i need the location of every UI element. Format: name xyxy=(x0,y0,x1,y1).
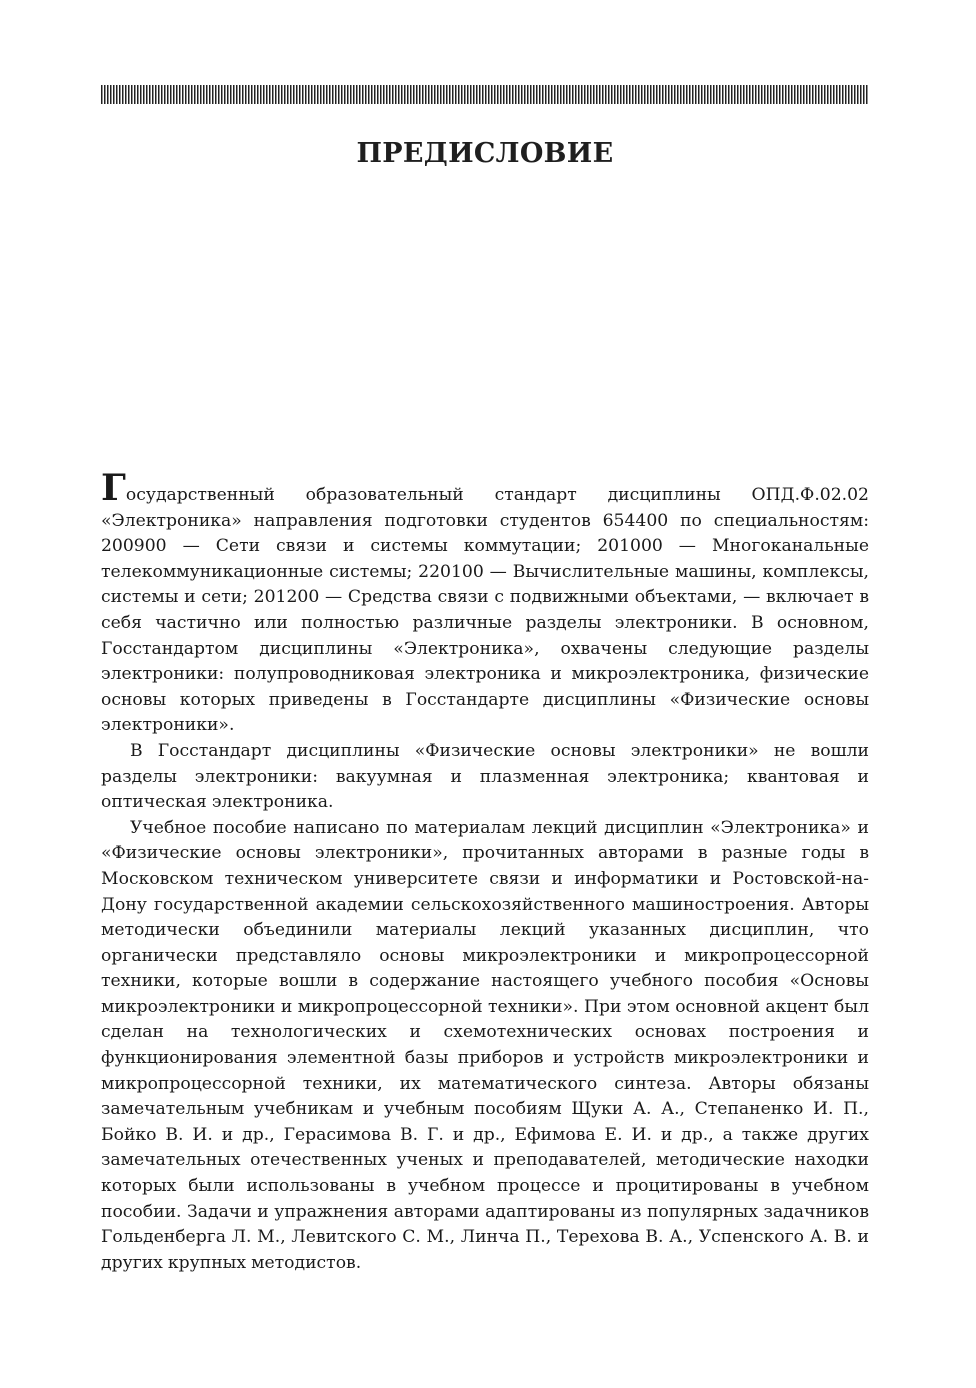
paragraph-3: Учебное пособие написано по материалам лекций дисциплин «Электроника» и «Физические основы электроники», прочитанных авторами в разные годы в Московском техническом университете связи и информатики и Ростовской-на-Дону государственной академии сельскохозяйственного машиностроения. Авторы методически объединили материалы лекций указанных дисциплин, что органически представляло основы микроэлектроники и микропроцессорной техники, которые вошли в содержание настоящего учебного пособия «Основы микроэлектроники и микропроцессорной техники». При этом основной акцент был сделан на технологических и схемотехнических основах построения и функционирования элементной базы приборов и устройств микроэлектроники и микропроцессорной техники, их математического синтеза. Авторы обязаны замечательным учебникам и учебным пособиям Щуки А. А., Степаненко И. П., Бойко В. И. и др., Герасимова В. Г. и др., Ефимова Е. И. и др., а также других замечательных отечественных ученых и преподавателей, методические находки которых были использованы в учебном процессе и процитированы в учебном пособии. Задачи и упражнения авторами адаптированы из популярных задачников Гольденберга Л. М., Левитского С. М., Линча П., Терехова В. А., Успенского А. В. и других крупных методистов. xyxy=(101,817,869,1273)
header-decorative-rule xyxy=(101,85,869,104)
drop-cap: Г xyxy=(101,467,126,509)
preface-body xyxy=(101,467,869,1276)
paragraph-1 xyxy=(101,467,869,739)
paragraph-2: В Госстандарт дисциплины «Физические основы электроники» не вошли разделы электроники: вакуумная и плазменная электроника; квантовая и оптическая электроника. xyxy=(101,740,869,813)
page-title: ПРЕДИСЛОВИЕ xyxy=(356,138,614,169)
paragraph-1-text: осударственный образовательный стандарт дисциплины ОПД.Ф.02.02 «Электроника» направления подготовки студентов 654400 по специальностям: 200900 — Сети связи и системы коммутации; 201000 — Многоканальные телекоммуникационные системы; 220100 — Вычислительные машины, комплексы, системы и сети; 201200 — Средства связи с подвижными объектами, — включает в себя частично или полностью различные разделы электроники. В основном, Госстандартом дисциплины «Электроника», охвачены следующие разделы электроники: полупроводниковая электроника и микроэлектроника, физические основы которых приведены в Госстандарте дисциплины «Физические основы электроники». xyxy=(101,485,869,736)
